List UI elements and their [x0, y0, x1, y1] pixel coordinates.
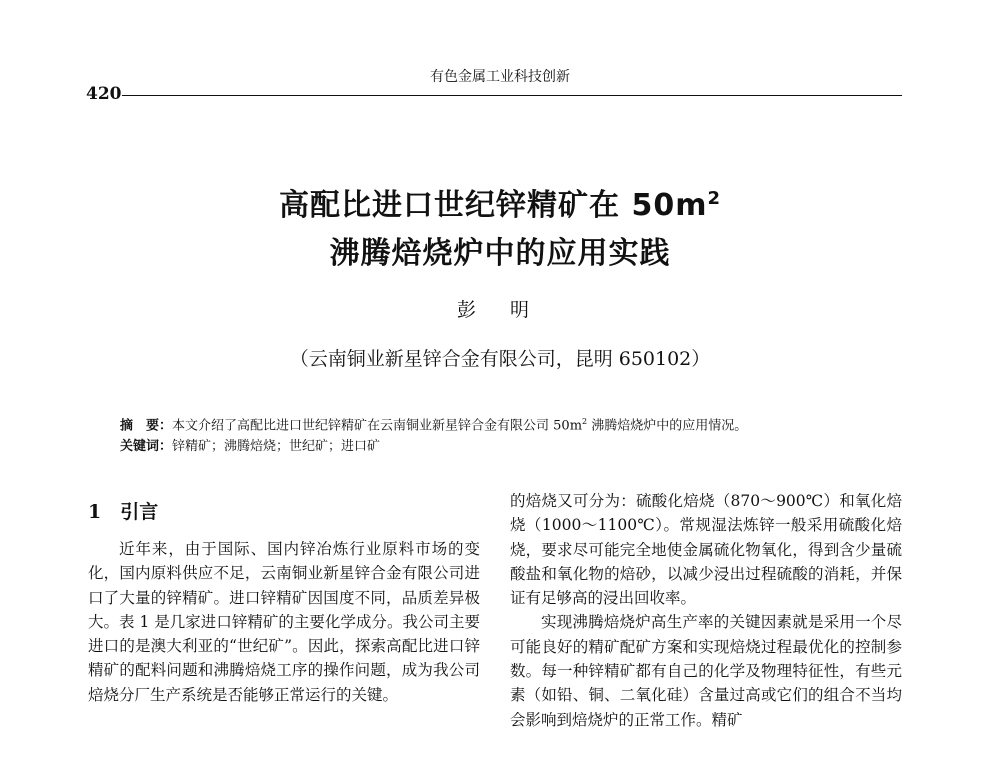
paper-title — [0, 182, 1000, 278]
keywords-text: 锌精矿；沸腾焙烧；世纪矿；进口矿 — [172, 439, 381, 454]
abstract-superscript: 2 — [582, 417, 588, 426]
right-column — [510, 489, 902, 732]
title-line-1: 高配比进口世纪锌精矿在 $50m^2$ — [279, 188, 721, 223]
page-number: 420 — [86, 84, 122, 104]
left-column — [88, 537, 480, 707]
abstract: 摘 要：本文介绍了高配比进口世纪锌精矿在云南铜业新星锌合金有限公司 $50m^2$ 沸腾焙烧炉中的应用情况。 — [120, 417, 748, 434]
section-heading: 1 引言 — [88, 501, 159, 523]
keywords — [120, 438, 900, 456]
abstract-label: 摘 要： — [120, 418, 173, 434]
title-superscript: 2 — [707, 188, 721, 209]
body-paragraph: 的焙烧又可分为：硫酸化焙烧（870～900℃）和氧化焙烧（1000～1100℃）。常规湿法炼锌一般采用硫酸化焙烧，要求尽可能完全地使金属硫化物氧化，得到含少量硫酸盐和氧化物的焙砂，以减少浸出过程硫酸的消耗，并保证有足够高的浸出回收率。 — [510, 492, 902, 608]
title-line-2: 沸腾焙烧炉中的应用实践 — [329, 236, 671, 271]
header-rule — [122, 95, 902, 96]
running-title: 有色金属工业科技创新 — [430, 69, 570, 85]
abstract-text: 本文介绍了高配比进口世纪锌精矿在云南铜业新星锌合金有限公司 50m — [172, 418, 583, 434]
keywords-label: 关键词： — [120, 439, 173, 454]
body-paragraph: 实现沸腾焙烧炉高生产率的关键因素就是采用一个尽可能良好的精矿配矿方案和实现焙烧过程最优化的控制参数。每一种锌精矿都有自己的化学及物理特征性，有些元素（如铅、铜、二氧化硅）含量过高或它们的组合不当均会影响到焙烧炉的正常工作。精矿 — [510, 613, 902, 729]
body-paragraph: 近年来，由于国际、国内锌冶炼行业原料市场的变化，国内原料供应不足，云南铜业新星锌合金有限公司进口了大量的锌精矿。进口锌精矿因国度不同，品质差异极大。表 1 是几家进口锌精矿的主要化学成分。我公司主要进口的是澳大利亚的“世纪矿”。因此，探索高配比进口锌精矿的配料问题和沸腾焙烧工序的操作问题，成为我公司焙烧分厂生产系统是否能够正常运行的关键。 — [88, 540, 480, 704]
author: 彭 明 — [456, 299, 544, 321]
affiliation: （云南铜业新星锌合金有限公司，昆明 650102） — [289, 348, 711, 370]
